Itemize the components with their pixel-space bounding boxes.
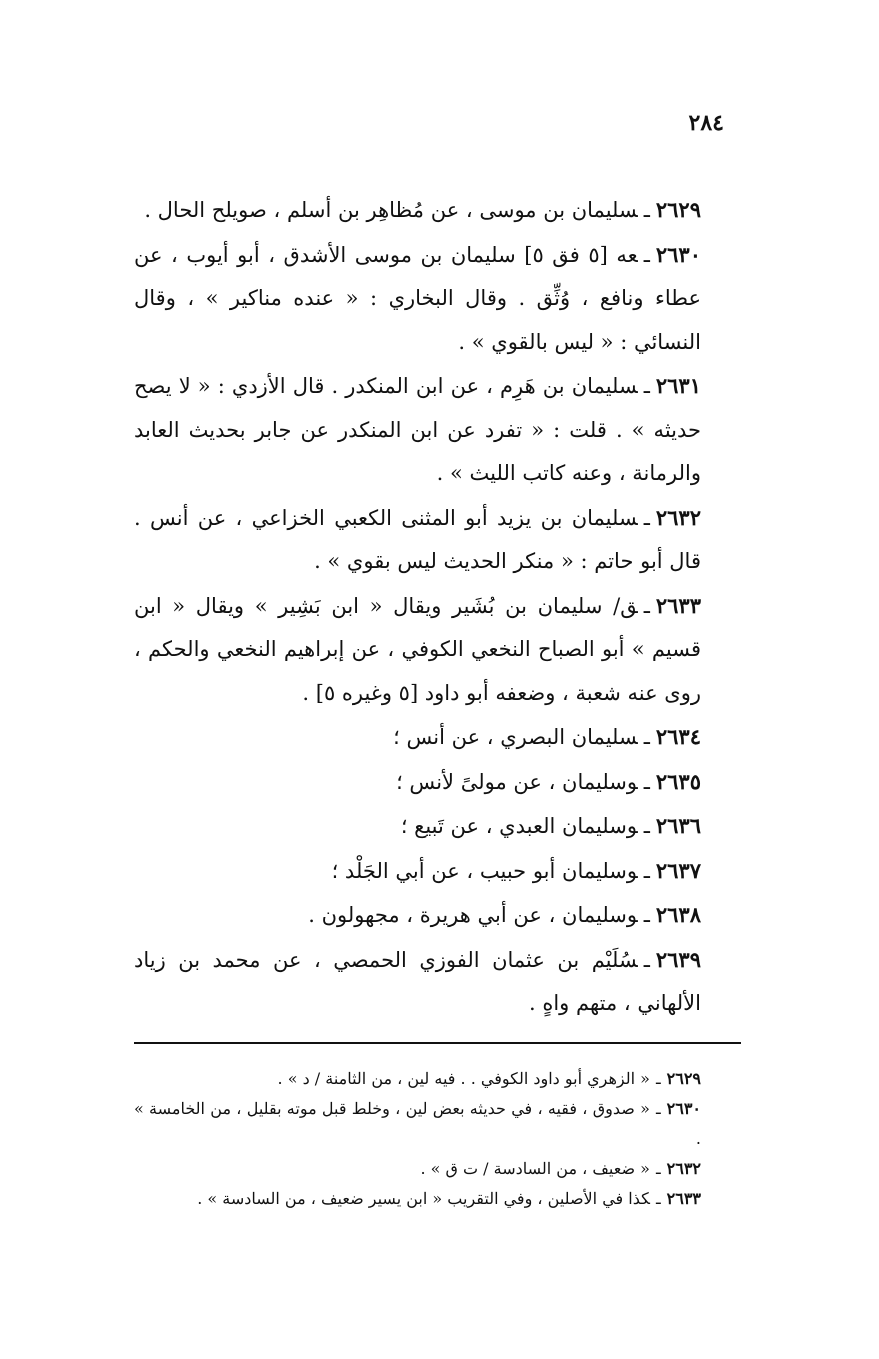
dash: ـ [643,725,650,749]
dash: ـ [655,1099,661,1118]
entry-2637 [134,849,701,894]
dash: ـ [643,198,650,222]
entry-text: سليمان بن يزيد أبو المثنى الكعبي الخزاعي ، عن أنس . قال أبو حاتم : « منكر الحديث ليس بقوي » . [134,505,701,573]
dash: ـ [655,1069,661,1088]
footnote-divider [134,1042,741,1044]
dash: ـ [643,814,650,838]
footnote-2630 [134,1094,701,1154]
entry-number: ٢٦٣٤ [655,724,701,749]
entry-2635 [134,760,701,805]
entry-text: ق/ سليمان بن بُشَير ويقال « ابن بَشِير » ويقال « ابن قسيم » أبو الصباح النخعي الكوفي ، عن إبراهيم النخعي والحكم ، روى عنه شعبة ، وضعفه أبو داود [٥ وغيره ٥] . [134,593,701,705]
footnote-text: كذا في الأصلين ، وفي التقريب « ابن يسير ضعيف ، من السادسة » . [197,1189,650,1208]
footnote-text: « ضعيف ، من السادسة / ت ق » . [420,1159,650,1178]
entry-2633 [134,584,701,716]
dash: ـ [643,374,650,398]
entry-number: ٢٦٣٣ [655,592,701,618]
entry-text: وسليمان أبو حبيب ، عن أبي الجَلْد ؛ [331,858,638,883]
footnotes [134,1064,701,1214]
entry-2634 [134,715,701,760]
footnote-2629 [134,1064,701,1094]
entry-2630 [134,233,701,365]
entry-text: وسليمان ، عن مولىً لأنس ؛ [396,769,638,794]
dash: ـ [643,903,650,927]
entry-2638 [134,893,701,938]
entry-number: ٢٦٢٩ [655,197,701,222]
footnote-text: « صدوق ، فقيه ، في حديثه بعض لين ، وخلط قبل موته بقليل ، من الخامسة » . [134,1099,701,1148]
entry-number: ٢٦٣٨ [655,902,701,927]
entry-text: وسليمان العبدي ، عن تَبيع ؛ [400,814,638,838]
entry-number: ٢٦٣٠ [655,241,701,267]
entry-number: ٢٦٣٦ [655,813,701,838]
footnote-text: « الزهري أبو داود الكوفي . . فيه لين ، من الثامنة / د » . [277,1069,650,1088]
entry-text: وسليمان ، عن أبي هريرة ، مجهولون . [308,903,638,927]
entry-text: سليمان بن هَرِم ، عن ابن المنكدر . قال الأزدي : « لا يصح حديثه » . قلت : « تفرد عن ابن المنكدر عن جابر بحديث العابد والرمانة ، وعنه كاتب الليث » . [134,374,701,485]
entries-list [134,188,701,1026]
entry-2636 [134,804,701,849]
entry-2632 [134,496,701,584]
dash: ـ [655,1189,661,1208]
footnote-2633 [134,1184,701,1214]
footnote-number: ٢٦٢٩ [666,1069,701,1088]
dash: ـ [655,1159,661,1178]
entry-text: سُلَيْم بن عثمان الفوزي الحمصي ، عن محمد بن زياد الألهاني ، متهم واهٍ . [134,947,701,1015]
entry-2631 [134,364,701,496]
dash: ـ [643,769,650,794]
dash: ـ [643,858,650,883]
footnote-number: ٢٦٣٠ [666,1099,701,1118]
entry-number: ٢٦٣٥ [655,768,701,794]
entry-2629 [134,188,701,233]
entry-number: ٢٦٣٢ [655,504,701,530]
entry-text: سليمان البصري ، عن أنس ؛ [393,725,638,749]
entry-2639 [134,938,701,1026]
page-number: ٢٨٤ [688,110,724,136]
footnote-number: ٢٦٣٣ [666,1189,701,1208]
footnote-number: ٢٦٣٢ [666,1159,701,1178]
dash: ـ [643,505,650,530]
entry-text: عه [٥ فق ٥] سليمان بن موسى الأشدق ، أبو أيوب ، عن عطاء ونافع ، وُثِّق . وقال البخاري : « عنده مناكير » ، وقال النسائي : « ليس بالقوي » . [134,242,701,354]
entry-number: ٢٦٣٩ [655,946,701,972]
footnote-2632 [134,1154,701,1184]
entry-number: ٢٦٣٧ [655,857,701,883]
dash: ـ [643,242,650,267]
dash: ـ [643,593,650,618]
entry-number: ٢٦٣١ [655,373,701,398]
entry-text: سليمان بن موسى ، عن مُظاهِر بن أسلم ، صويلح الحال . [144,198,638,222]
dash: ـ [643,947,650,972]
